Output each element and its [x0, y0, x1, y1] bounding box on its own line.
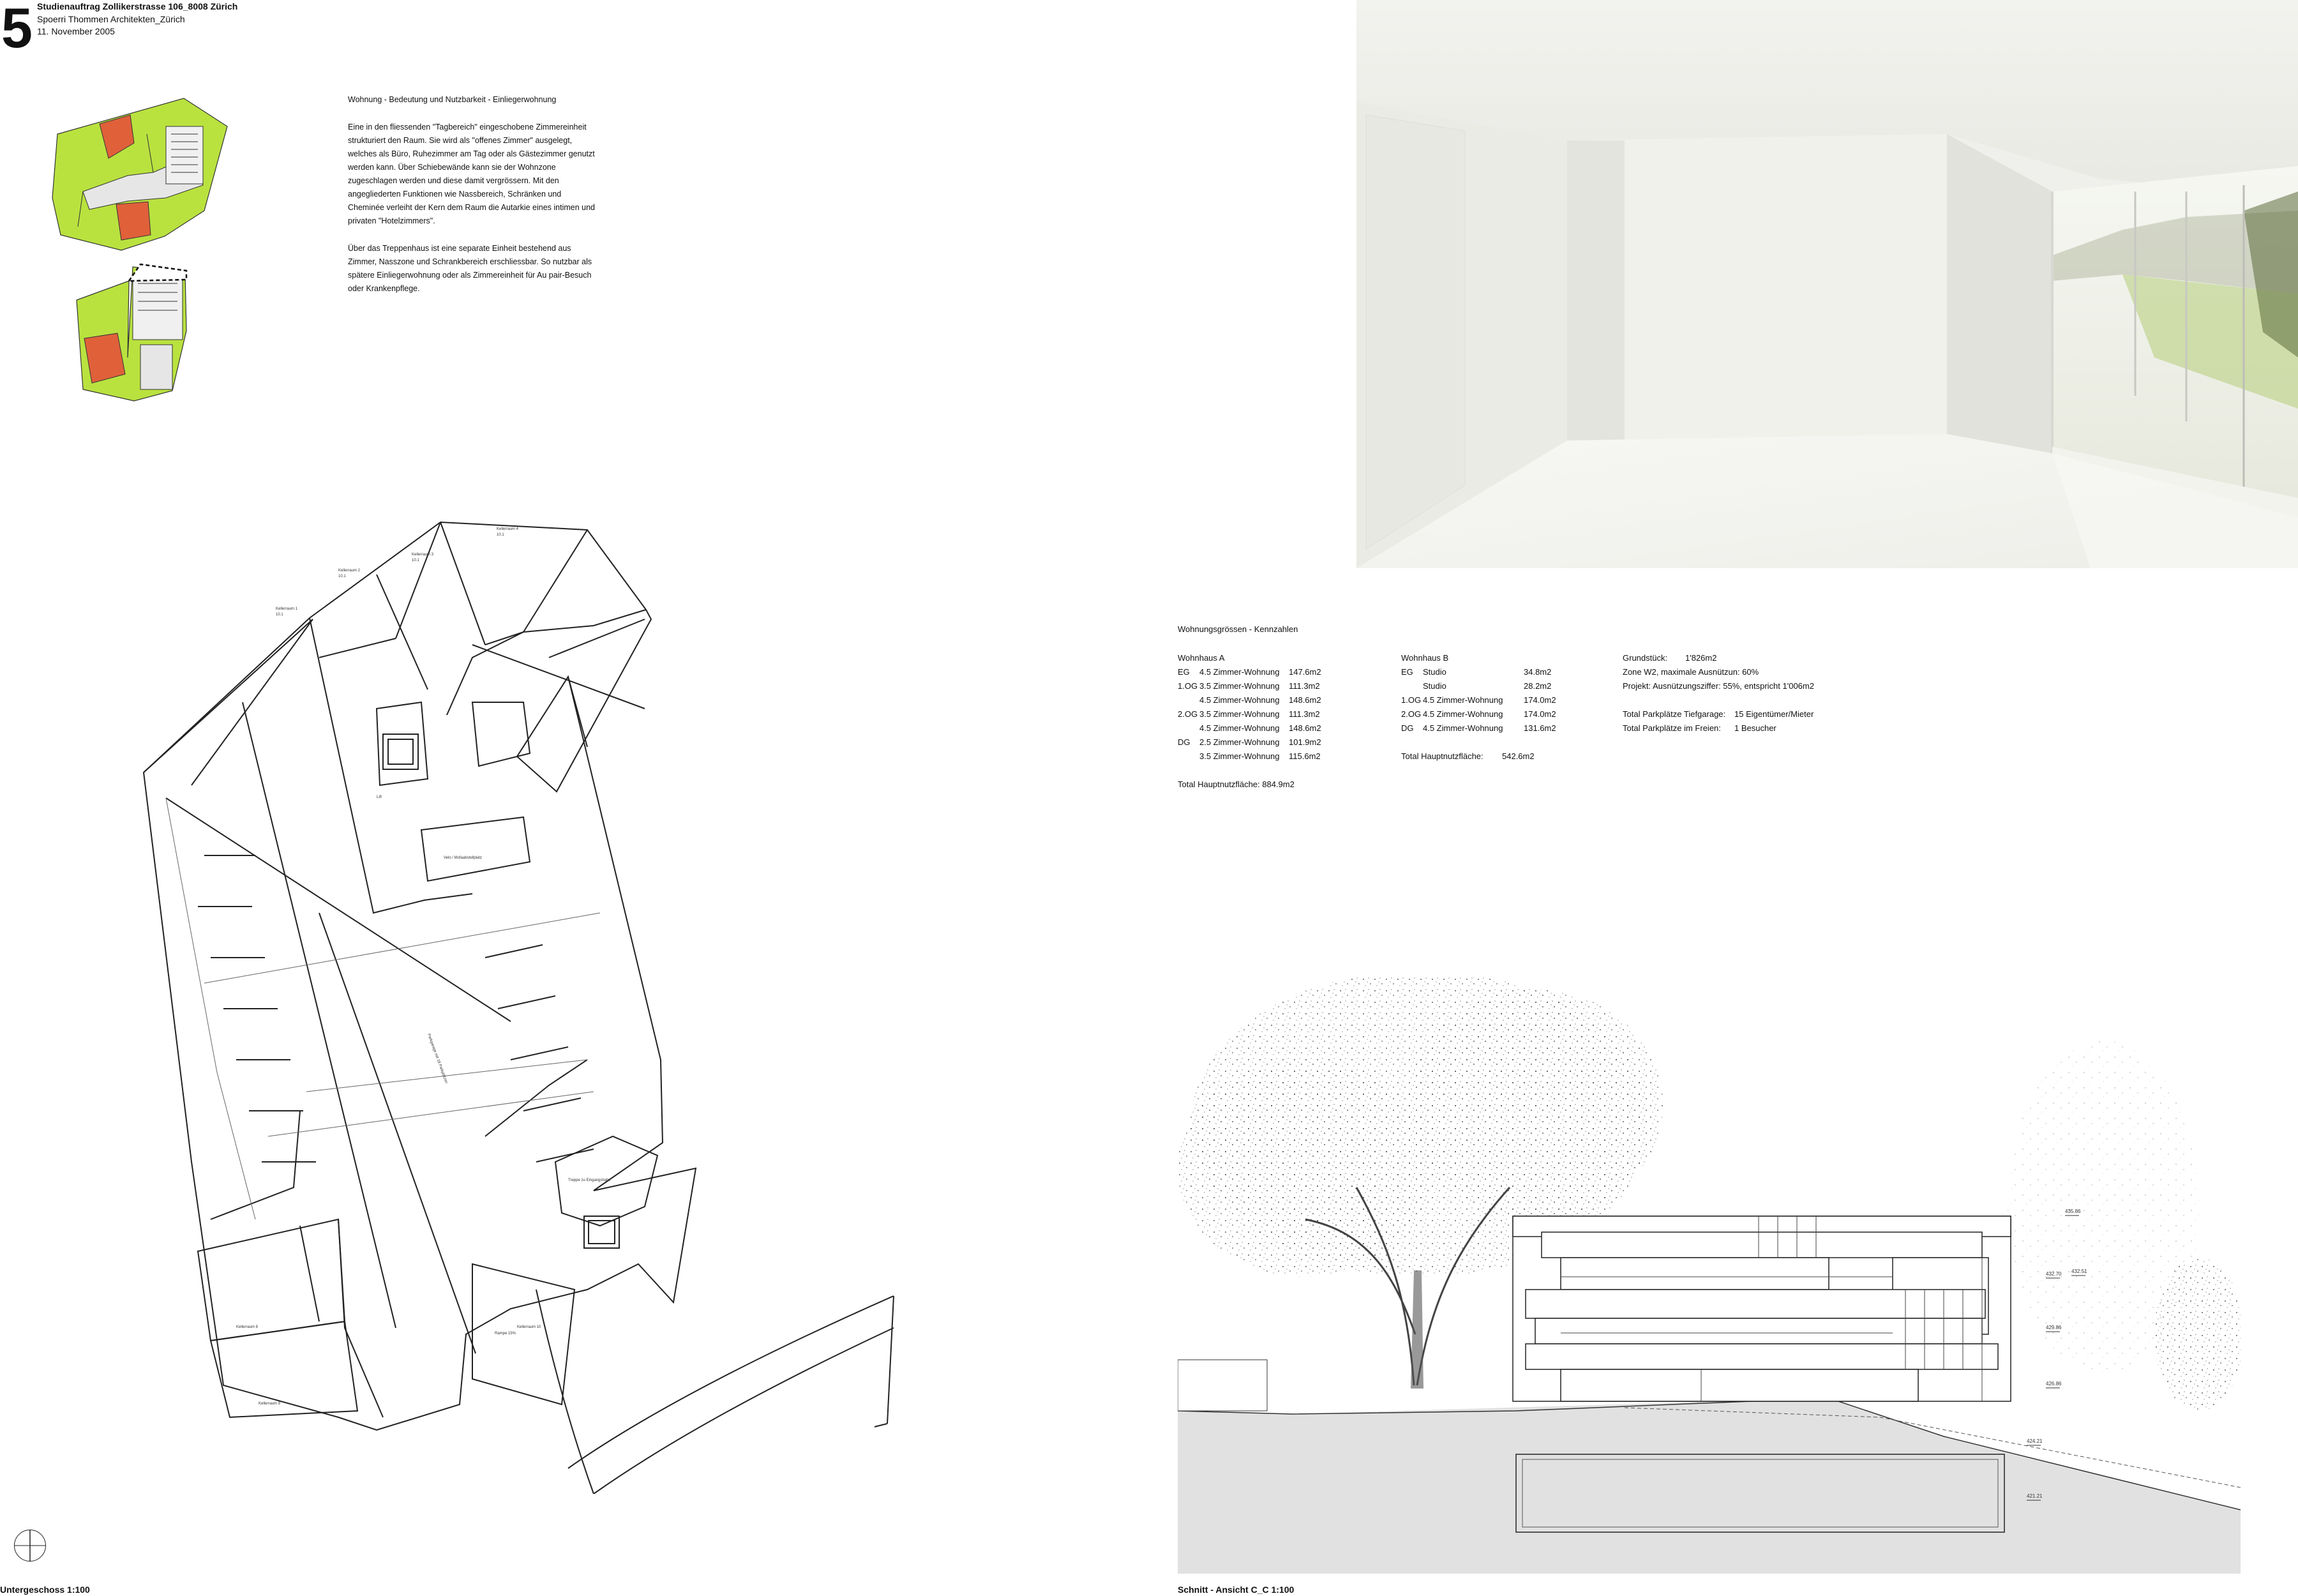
plan-label-keller-1: Kellerraum 1 — [276, 607, 298, 611]
table-row: 3.5 Zimmer-Wohnung 115.6m2 — [1199, 751, 1321, 761]
level-marker: 432.51 — [2071, 1269, 2087, 1274]
table-row: 2.OG 4.5 Zimmer-Wohnung 174.0m2 — [1401, 709, 1556, 719]
level-marker: 435.86 — [2065, 1208, 2081, 1214]
plan-label-keller-8: Kellerraum 8 — [236, 1325, 259, 1329]
plan-caption: Untergeschoss 1:100 — [0, 1585, 90, 1595]
house-a-table — [1178, 651, 1321, 792]
project-text: Projekt: Ausnützungsziffer: 55%, entspricht 1'006m2 — [1623, 681, 1814, 691]
ground-section — [1178, 1398, 2241, 1574]
table-row: 1.OG 3.5 Zimmer-Wohnung 111.3m2 — [1178, 681, 1320, 691]
level-marker: 426.86 — [2046, 1381, 2062, 1387]
page-number: 5 — [1, 0, 31, 59]
outdoor-label: Total Parkplätze im Freien: — [1623, 723, 1721, 733]
north-arrow-icon — [14, 1530, 46, 1562]
house-b-total: Total Hauptnutzfläche: 542.6m2 — [1401, 751, 1535, 761]
description-paragraph-1: Eine in den fliessenden "Tagbereich" eingeschobene Zimmereinheit strukturiert den Raum. Sie wird als "offenes Zimmer" ausgelegt, welches als Büro, Ruhezimmer am Tag oder als Gästezimmer genutzt werden kann. Über Schiebewände kann sie der Wohnzone zugeschlagen werden und diese damit vergrössern. Mit den angegliederten Funktionen wie Nassbereich, Schränken und Cheminée verleiht der Kern dem Raum die Autarkie eines intimen und privaten "Hotelzimmers". — [348, 123, 596, 225]
table-row: EG 4.5 Zimmer-Wohnung 147.6m2 — [1178, 667, 1321, 677]
level-marker: 429.86 — [2046, 1325, 2062, 1330]
plot-label: Grundstück: — [1623, 653, 1668, 663]
room-highlight-3 — [84, 333, 125, 383]
plan-label-keller-4: Kellerraum 4 — [497, 527, 519, 531]
architect-office: Spoerri Thommen Architekten_Zürich — [37, 14, 185, 24]
section-elevation-drawing — [1178, 977, 2241, 1574]
areas-heading: Wohnungsgrössen - Kennzahlen — [1178, 624, 1298, 634]
plan-label-keller-10: Kellerraum 10 — [517, 1325, 541, 1329]
level-marker: 424.21 — [2027, 1438, 2043, 1444]
unit-diagram-lower — [77, 264, 186, 401]
basement-floor-plan — [128, 498, 906, 1494]
plan-label-keller-3: Kellerraum 3 — [412, 553, 434, 557]
unit-diagrams — [38, 89, 243, 421]
level-marker: 421.21 — [2027, 1493, 2043, 1499]
description-heading: Wohnung - Bedeutung und Nutzbarkeit - Einliegerwohnung — [348, 95, 557, 104]
house-a-title: Wohnhaus A — [1178, 653, 1225, 663]
svg-text:10.1: 10.1 — [497, 533, 504, 537]
outdoor-value: 1 Besucher — [1734, 723, 1776, 733]
svg-text:10.1: 10.1 — [276, 613, 283, 617]
level-marker: 432.70 — [2046, 1271, 2062, 1277]
house-b-title: Wohnhaus B — [1401, 653, 1449, 663]
plot-value: 1'826m2 — [1685, 653, 1717, 663]
room-highlight-2 — [116, 202, 151, 240]
table-row: Studio 28.2m2 — [1423, 681, 1552, 691]
plan-label-keller-2: Kellerraum 2 — [338, 569, 361, 573]
plan-label-velo: Velo / Mofaabstellplatz — [444, 856, 483, 860]
table-row: EG Studio 34.8m2 — [1401, 667, 1552, 677]
building-section — [1513, 1216, 2011, 1401]
garage-label: Total Parkplätze Tiefgarage: — [1623, 709, 1726, 719]
section-caption: Schnitt - Ansicht C_C 1:100 — [1178, 1585, 1295, 1595]
plan-label-lift: Lift — [377, 795, 382, 799]
table-row: 4.5 Zimmer-Wohnung 148.6m2 — [1199, 723, 1321, 733]
site-figures — [1623, 651, 1814, 735]
table-row: DG 2.5 Zimmer-Wohnung 101.9m2 — [1178, 737, 1321, 747]
document-date: 11. November 2005 — [37, 26, 115, 36]
house-b-table — [1401, 651, 1556, 764]
table-row: 1.OG 4.5 Zimmer-Wohnung 174.0m2 — [1401, 695, 1556, 705]
svg-text:10.1: 10.1 — [338, 575, 346, 578]
table-row: 4.5 Zimmer-Wohnung 148.6m2 — [1199, 695, 1321, 705]
zone-text: Zone W2, maximale Ausnützun: 60% — [1623, 667, 1759, 677]
garage-value: 15 Eigentümer/Mieter — [1734, 709, 1814, 719]
project-title: Studienauftrag Zollikerstrasse 106_8008 Zürich — [37, 1, 238, 11]
unit-diagram-upper — [52, 98, 227, 250]
plan-label-entrance: Treppe zu Eingangshalle — [568, 1178, 611, 1182]
house-a-total: Total Hauptnutzfläche: 884.9m2 — [1178, 779, 1295, 789]
svg-text:10.1: 10.1 — [412, 559, 419, 562]
plan-label-parking: Parkgarage mit 18 Parkplätzen — [426, 1033, 448, 1085]
interior-rendering — [1356, 0, 2298, 568]
table-row: DG 4.5 Zimmer-Wohnung 131.6m2 — [1401, 723, 1556, 733]
plan-label-keller-9: Kellerraum 9 — [259, 1402, 281, 1406]
plan-label-ramp: Rampe 15% — [495, 1332, 516, 1336]
description-text — [348, 93, 597, 310]
description-paragraph-2: Über das Treppenhaus ist eine separate Einheit bestehend aus Zimmer, Nasszone und Schrankbereich erschliessbar. So nutzbar als spätere Einliegerwohnung oder als Zimmereinheit für Au pair-Besuch oder Krankenpflege. — [348, 244, 592, 293]
table-row: 2.OG 3.5 Zimmer-Wohnung 111.3m2 — [1178, 709, 1320, 719]
